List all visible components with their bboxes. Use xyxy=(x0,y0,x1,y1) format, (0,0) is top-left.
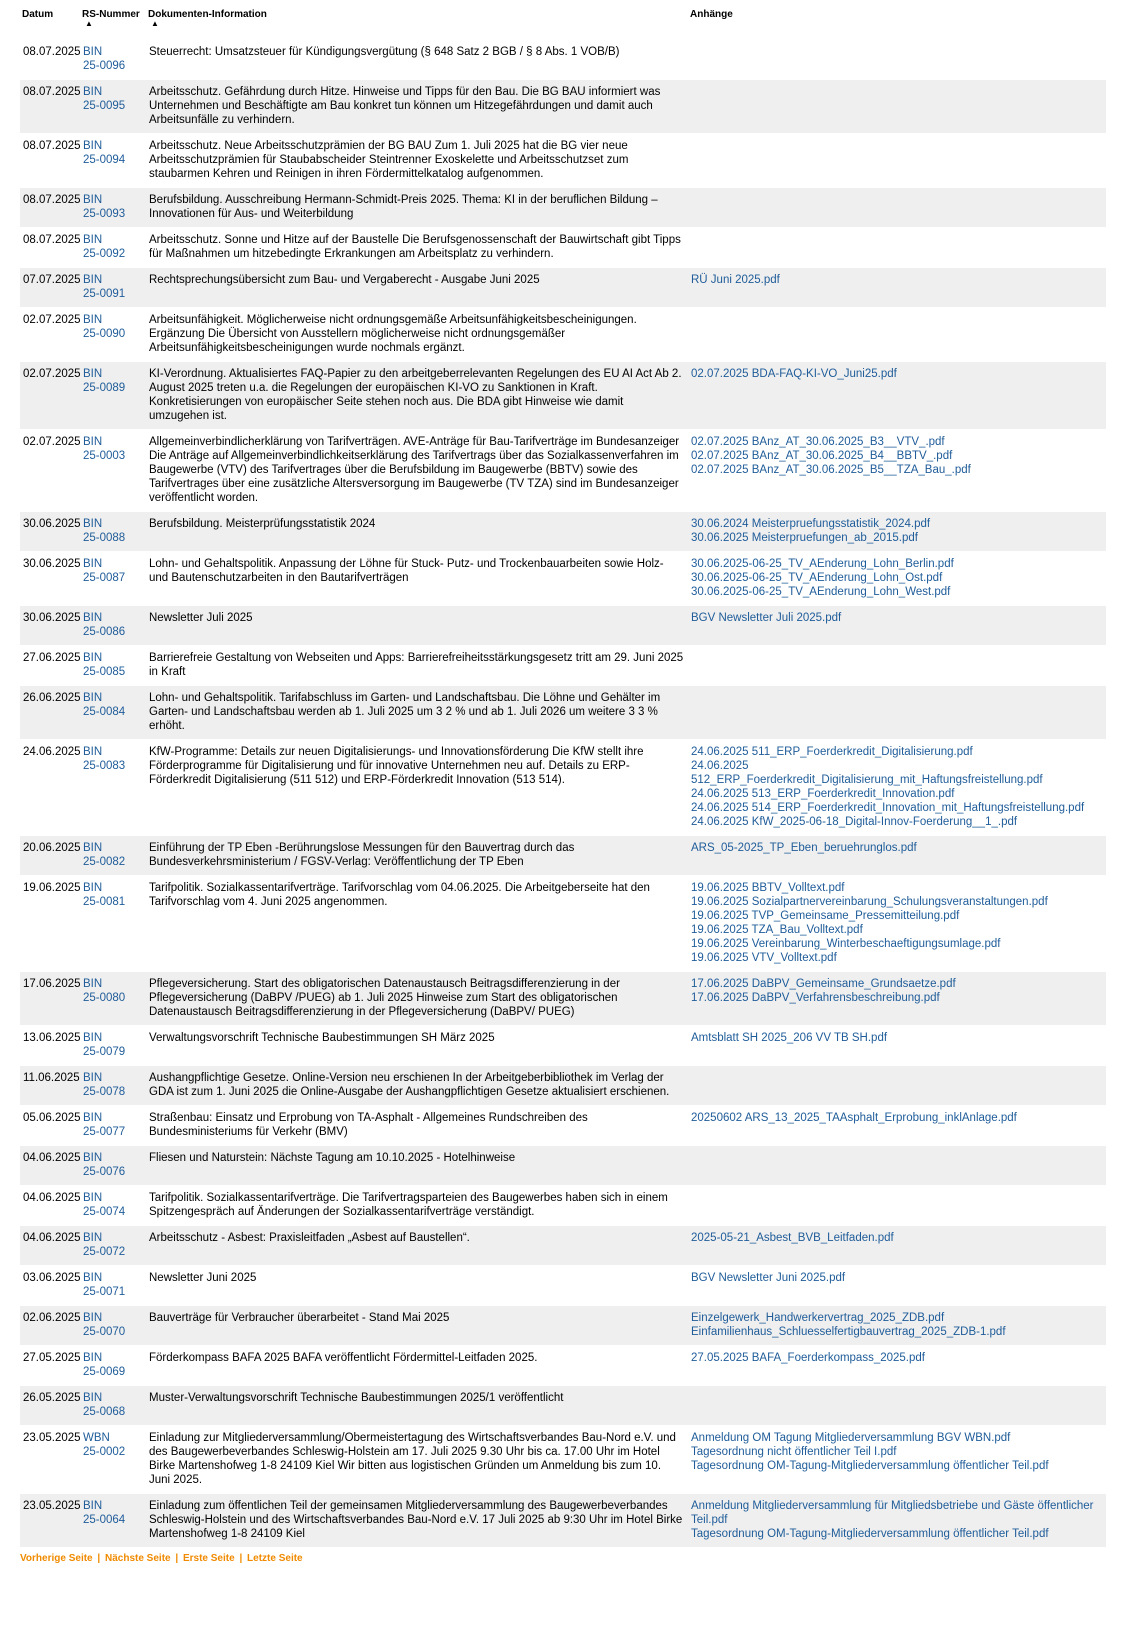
row-document-info: Newsletter Juli 2025 xyxy=(146,606,688,646)
table-row xyxy=(20,836,1106,876)
row-attachments xyxy=(688,1306,1106,1346)
rs-number-link[interactable]: 25-0090 xyxy=(83,328,126,340)
row-attachments xyxy=(688,268,1106,308)
row-rs-number xyxy=(80,1026,146,1066)
row-rs-number xyxy=(80,80,146,134)
attachment-link[interactable]: 30.06.2025-06-25_TV_AEnderung_Lohn_West.pdf xyxy=(691,586,951,598)
attachment-link[interactable]: 19.06.2025 TZA_Bau_Volltext.pdf xyxy=(691,924,863,936)
table-row xyxy=(20,552,1106,606)
circulars-table xyxy=(20,6,1106,1547)
row-rs-number xyxy=(80,876,146,972)
attachment-link[interactable]: BGV Newsletter Juni 2025.pdf xyxy=(691,1272,846,1284)
row-document-info: Steuerrecht: Umsatzsteuer für Kündigungsvergütung (§ 648 Satz 2 BGB / § 8 Abs. 1 VOB/B) xyxy=(146,40,688,80)
row-date: 26.06.2025 xyxy=(20,686,80,740)
pagination xyxy=(20,1553,1113,1564)
row-attachments xyxy=(688,134,1106,188)
rs-number-link[interactable]: 25-0071 xyxy=(83,1286,126,1298)
row-document-info: Barrierefreie Gestaltung von Webseiten und Apps: Barrierefreiheitsstärkungsgesetz tritt am 29. Juni 2025 in Kraft xyxy=(146,646,688,686)
row-attachments xyxy=(688,228,1106,268)
table-row xyxy=(20,512,1106,552)
row-date: 08.07.2025 xyxy=(20,80,80,134)
rs-prefix-link[interactable]: BIN xyxy=(83,1032,103,1044)
attachment-link[interactable]: 24.06.2025 511_ERP_Foerderkredit_Digitalisierung.pdf xyxy=(691,746,973,758)
attachment-link[interactable]: 30.06.2025-06-25_TV_AEnderung_Lohn_Berlin.pdf xyxy=(691,558,954,570)
attachment-link[interactable]: 19.06.2025 Vereinbarung_Winterbeschaeftigungsumlage.pdf xyxy=(691,938,1001,950)
rs-prefix-link[interactable]: BIN xyxy=(83,1112,103,1124)
first-page-link[interactable]: Erste Seite xyxy=(182,1553,235,1564)
table-row xyxy=(20,1386,1106,1426)
rs-number-link[interactable]: 25-0096 xyxy=(83,60,126,72)
table-row xyxy=(20,308,1106,362)
row-attachments xyxy=(688,1066,1106,1106)
rs-number-link[interactable]: 25-0087 xyxy=(83,572,126,584)
row-document-info: Tarifpolitik. Sozialkassentarifverträge. Die Tarifvertragsparteien des Baugewerbes haben sich in einem Spitzengespräch auf Änderungen der Sozialkassentarifverträge verständigt. xyxy=(146,1186,688,1226)
rs-prefix-link[interactable]: BIN xyxy=(83,1312,103,1324)
table-row xyxy=(20,1226,1106,1266)
rs-prefix-link[interactable]: BIN xyxy=(83,86,103,98)
row-date: 03.06.2025 xyxy=(20,1266,80,1306)
attachment-link[interactable]: Tagesordnung nicht öffentlicher Teil I.pdf xyxy=(691,1446,897,1458)
attachment-link[interactable]: Anmeldung OM Tagung Mitgliederversammlung BGV WBN.pdf xyxy=(691,1432,1011,1444)
attachment-link[interactable]: 17.06.2025 DaBPV_Verfahrensbeschreibung.pdf xyxy=(691,992,940,1004)
row-date: 07.07.2025 xyxy=(20,268,80,308)
row-attachments xyxy=(688,512,1106,552)
column-header-date[interactable]: Datum xyxy=(22,9,54,20)
row-attachments xyxy=(688,1426,1106,1494)
row-document-info: Einladung zur Mitgliederversammlung/Obermeistertagung des Wirtschaftsverbandes Bau-Nord e.V. und des Baugewerbeverbandes Schleswig-Holstein am 17. Juli 2025 9.30 Uhr bis ca. 17.00 Uhr im Hotel Birke Martenshofweg 1-8 24109 Kiel Wir bitten aus logistischen Gründen um Anmeldung bis zum 10. Juni 2025. xyxy=(146,1426,688,1494)
attachment-link[interactable]: 17.06.2025 DaBPV_Gemeinsame_Grundsaetze.pdf xyxy=(691,978,956,990)
rs-number-link[interactable]: 25-0074 xyxy=(83,1206,126,1218)
attachment-link[interactable]: 02.07.2025 BAnz_AT_30.06.2025_B4__BBTV_.pdf xyxy=(691,450,953,462)
row-attachments xyxy=(688,972,1106,1026)
table-row xyxy=(20,362,1106,430)
attachment-link[interactable]: 24.06.2025 KfW_2025-06-18_Digital-Innov-Foerderung__1_.pdf xyxy=(691,816,1018,828)
rs-prefix-link[interactable]: BIN xyxy=(83,46,103,58)
row-rs-number xyxy=(80,552,146,606)
table-row xyxy=(20,740,1106,836)
table-row xyxy=(20,876,1106,972)
rs-prefix-link[interactable]: BIN xyxy=(83,842,103,854)
row-document-info: Arbeitsschutz - Asbest: Praxisleitfaden „Asbest auf Baustellen“. xyxy=(146,1226,688,1266)
rs-prefix-link[interactable]: BIN xyxy=(83,518,103,530)
row-rs-number xyxy=(80,1226,146,1266)
attachment-link[interactable]: 24.06.2025 512_ERP_Foerderkredit_Digitalisierung_mit_Haftungsfreistellung.pdf xyxy=(691,760,1043,786)
table-row xyxy=(20,1306,1106,1346)
attachment-link[interactable]: 30.06.2024 Meisterpruefungsstatistik_2024.pdf xyxy=(691,518,931,530)
row-attachments xyxy=(688,836,1106,876)
row-date: 26.05.2025 xyxy=(20,1386,80,1426)
table-row xyxy=(20,188,1106,228)
rs-number-link[interactable]: 25-0003 xyxy=(83,450,126,462)
row-attachments xyxy=(688,1346,1106,1386)
rs-prefix-link[interactable]: BIN xyxy=(83,234,103,246)
row-rs-number xyxy=(80,430,146,512)
row-document-info: Einführung der TP Eben -Berührungslose Messungen für den Bauvertrag durch das Bundesverkehrsministerium / FGSV-Verlag: Veröffentlichung der TP Eben xyxy=(146,836,688,876)
row-document-info: Rechtsprechungsübersicht zum Bau- und Vergaberecht - Ausgabe Juni 2025 xyxy=(146,268,688,308)
table-header-row xyxy=(20,6,1106,40)
rs-prefix-link[interactable]: WBN xyxy=(83,1432,110,1444)
rs-number-link[interactable]: 25-0068 xyxy=(83,1406,126,1418)
row-attachments xyxy=(688,1494,1106,1548)
row-rs-number xyxy=(80,1346,146,1386)
rs-number-link[interactable]: 25-0093 xyxy=(83,208,126,220)
row-rs-number xyxy=(80,1106,146,1146)
attachment-link[interactable]: 19.06.2025 BBTV_Volltext.pdf xyxy=(691,882,845,894)
attachment-link[interactable]: 27.05.2025 BAFA_Foerderkompass_2025.pdf xyxy=(691,1352,925,1364)
row-rs-number xyxy=(80,972,146,1026)
rs-prefix-link[interactable]: BIN xyxy=(83,1232,103,1244)
attachment-link[interactable]: 30.06.2025 Meisterpruefungen_ab_2015.pdf xyxy=(691,532,918,544)
pager-separator: | xyxy=(175,1553,179,1564)
attachment-link[interactable]: Tagesordnung OM-Tagung-Mitgliederversammlung öffentlicher Teil.pdf xyxy=(691,1460,1049,1472)
row-document-info: Newsletter Juni 2025 xyxy=(146,1266,688,1306)
table-row xyxy=(20,1106,1106,1146)
rs-prefix-link[interactable]: BIN xyxy=(83,1072,103,1084)
row-document-info: KfW-Programme: Details zur neuen Digitalisierungs- und Innovationsförderung Die KfW stellt ihre Förderprogramme für Digitalisierung und für innovative Unternehmen neu auf. Details zu ERP-Förderkredit Digitalisierung (511 512) und ERP-Förderkredit Innovation (513 514). xyxy=(146,740,688,836)
row-document-info: Lohn- und Gehaltspolitik. Anpassung der Löhne für Stuck- Putz- und Trockenbauarbeiten sowie Holz- und Bautenschutzarbeiten in den Bautarifverträgen xyxy=(146,552,688,606)
row-date: 24.06.2025 xyxy=(20,740,80,836)
row-rs-number xyxy=(80,646,146,686)
row-document-info: Einladung zum öffentlichen Teil der gemeinsamen Mitgliederversammlung des Baugewerbeverbandes Schleswig-Holstein und des Wirtschaftsverbandes Bau-Nord e.V. 17 Juli 2025 ab 9:30 Uhr im Hotel Birke Martenshofweg 1-8 24109 Kiel xyxy=(146,1494,688,1548)
row-attachments xyxy=(688,430,1106,512)
row-date: 27.06.2025 xyxy=(20,646,80,686)
rs-number-link[interactable]: 25-0079 xyxy=(83,1046,126,1058)
attachment-link[interactable]: 02.07.2025 BAnz_AT_30.06.2025_B5__TZA_Bau_.pdf xyxy=(691,464,971,476)
table-row xyxy=(20,430,1106,512)
row-attachments xyxy=(688,1266,1106,1306)
row-attachments xyxy=(688,362,1106,430)
row-date: 08.07.2025 xyxy=(20,188,80,228)
rs-prefix-link[interactable]: BIN xyxy=(83,652,103,664)
table-row xyxy=(20,1026,1106,1066)
row-date: 11.06.2025 xyxy=(20,1066,80,1106)
attachment-link[interactable]: ARS_05-2025_TP_Eben_beruehrunglos.pdf xyxy=(691,842,917,854)
row-rs-number xyxy=(80,1266,146,1306)
row-document-info: Lohn- und Gehaltspolitik. Tarifabschluss im Garten- und Landschaftsbau. Die Löhne und Gehälter im Garten- und Landschaftsbau werden ab 1. Juli 2025 um 3 2 % und ab 1. Juli 2026 um weitere 3 3 % erhöht. xyxy=(146,686,688,740)
table-row xyxy=(20,1426,1106,1494)
row-date: 04.06.2025 xyxy=(20,1186,80,1226)
row-date: 19.06.2025 xyxy=(20,876,80,972)
table-row xyxy=(20,1186,1106,1226)
row-rs-number xyxy=(80,1386,146,1426)
rs-number-link[interactable]: 25-0091 xyxy=(83,288,126,300)
row-rs-number xyxy=(80,1426,146,1494)
row-document-info: Pflegeversicherung. Start des obligatorischen Datenaustausch Beitragsdifferenzierung in der Pflegeversicherung (DaBPV /PUEG) ab 1. Juli 2025 Hinweise zum Start des obligatorischen Datenaustausch Beitragsdifferenzierung in der Pflegeversicherung (DaBPV/ PUEG) xyxy=(146,972,688,1026)
rs-number-link[interactable]: 25-0076 xyxy=(83,1166,126,1178)
rs-number-link[interactable]: 25-0077 xyxy=(83,1126,126,1138)
attachment-link[interactable]: Anmeldung Mitgliederversammlung für Mitgliedsbetriebe und Gäste öffentlicher Teil.pdf xyxy=(691,1500,1094,1526)
attachment-link[interactable]: Einfamilienhaus_Schluesselfertigbauvertrag_2025_ZDB-1.pdf xyxy=(691,1326,1006,1338)
last-page-link[interactable]: Letzte Seite xyxy=(247,1553,303,1564)
attachment-link[interactable]: Einzelgewerk_Handwerkervertrag_2025_ZDB.pdf xyxy=(691,1312,945,1324)
next-page-link[interactable]: Nächste Seite xyxy=(105,1553,171,1564)
pager-separator: | xyxy=(239,1553,243,1564)
row-document-info: Bauverträge für Verbraucher überarbeitet - Stand Mai 2025 xyxy=(146,1306,688,1346)
attachment-link[interactable]: 20250602 ARS_13_2025_TAAsphalt_Erprobung_inklAnlage.pdf xyxy=(691,1112,1017,1124)
rs-number-link[interactable]: 25-0070 xyxy=(83,1326,126,1338)
row-rs-number xyxy=(80,228,146,268)
column-header-attachments: Anhänge xyxy=(690,9,733,20)
row-document-info: Verwaltungsvorschrift Technische Baubestimmungen SH März 2025 xyxy=(146,1026,688,1066)
attachment-link[interactable]: 19.06.2025 TVP_Gemeinsame_Pressemitteilung.pdf xyxy=(691,910,960,922)
row-rs-number xyxy=(80,134,146,188)
table-row xyxy=(20,646,1106,686)
row-attachments xyxy=(688,552,1106,606)
row-attachments xyxy=(688,606,1106,646)
table-row xyxy=(20,606,1106,646)
sort-asc-icon[interactable]: ▲ xyxy=(151,19,159,28)
rs-number-link[interactable]: 25-0094 xyxy=(83,154,126,166)
row-attachments xyxy=(688,646,1106,686)
rs-prefix-link[interactable]: BIN xyxy=(83,882,103,894)
row-date: 04.06.2025 xyxy=(20,1226,80,1266)
table-row xyxy=(20,1266,1106,1306)
rs-number-link[interactable]: 25-0085 xyxy=(83,666,126,678)
rs-prefix-link[interactable]: BIN xyxy=(83,314,103,326)
row-attachments xyxy=(688,1026,1106,1066)
rs-prefix-link[interactable]: BIN xyxy=(83,746,103,758)
table-row xyxy=(20,686,1106,740)
row-rs-number xyxy=(80,1306,146,1346)
rs-number-link[interactable]: 25-0095 xyxy=(83,100,126,112)
table-row xyxy=(20,134,1106,188)
rs-number-link[interactable]: 25-0082 xyxy=(83,856,126,868)
attachment-link[interactable]: 2025-05-21_Asbest_BVB_Leitfaden.pdf xyxy=(691,1232,894,1244)
rs-number-link[interactable]: 25-0081 xyxy=(83,896,126,908)
row-attachments xyxy=(688,1186,1106,1226)
row-document-info: Arbeitsunfähigkeit. Möglicherweise nicht ordnungsgemäße Arbeitsunfähigkeitsbescheinigungen. Ergänzung Die Übersicht von Ausstellern möglicherweise nicht ordnungsgemäßer Arbeitsunfähigkeitsbescheinigungen wurde nochmals ergänzt. xyxy=(146,308,688,362)
column-header-rs-number[interactable]: RS-Nummer ▲ xyxy=(80,6,146,40)
row-rs-number xyxy=(80,362,146,430)
row-attachments xyxy=(688,188,1106,228)
attachment-link[interactable]: 30.06.2025-06-25_TV_AEnderung_Lohn_Ost.pdf xyxy=(691,572,943,584)
row-date: 20.06.2025 xyxy=(20,836,80,876)
rs-prefix-link[interactable]: BIN xyxy=(83,1272,103,1284)
row-rs-number xyxy=(80,606,146,646)
row-date: 02.07.2025 xyxy=(20,430,80,512)
table-row xyxy=(20,1066,1106,1106)
row-document-info: Aushangpflichtige Gesetze. Online-Version neu erschienen In der Arbeitgeberbibliothek im Verlag der GDA ist zum 1. Juni 2025 die Online-Ausgabe der Aushangpflichtigen Gesetze aktualisiert erschienen. xyxy=(146,1066,688,1106)
rs-prefix-link[interactable]: BIN xyxy=(83,140,103,152)
row-rs-number xyxy=(80,1146,146,1186)
row-attachments xyxy=(688,1146,1106,1186)
rs-number-link[interactable]: 25-0064 xyxy=(83,1514,126,1526)
row-document-info: Muster-Verwaltungsvorschrift Technische Baubestimmungen 2025/1 veröffentlicht xyxy=(146,1386,688,1426)
attachment-link[interactable]: BGV Newsletter Juli 2025.pdf xyxy=(691,612,842,624)
row-document-info: Allgemeinverbindlicherklärung von Tarifverträgen. AVE-Anträge für Bau-Tarifverträge im Bundesanzeiger Die Anträge auf Allgemeinverbindlichkeitserklärung des Tarifvertrags über das Sozialkassenverfahren im Baugewerbe (VTV) des Tarifvertrages über die Berufsbildung im Baugewerbe (BBTV) sowie des Tarifvertrages über eine zusätzliche Altersversorgung im Baugewerbe (TV TZA) sind im Bundesanzeiger veröffentlicht worden. xyxy=(146,430,688,512)
rs-prefix-link[interactable]: BIN xyxy=(83,1352,103,1364)
attachment-link[interactable]: Amtsblatt SH 2025_206 VV TB SH.pdf xyxy=(691,1032,888,1044)
pager-separator: | xyxy=(97,1553,101,1564)
row-rs-number xyxy=(80,740,146,836)
table-row xyxy=(20,1494,1106,1548)
row-attachments xyxy=(688,1386,1106,1426)
row-document-info: Straßenbau: Einsatz und Erprobung von TA-Asphalt - Allgemeines Rundschreiben des Bundesministeriums für Verkehr (BMV) xyxy=(146,1106,688,1146)
row-rs-number xyxy=(80,40,146,80)
attachment-link[interactable]: 02.07.2025 BAnz_AT_30.06.2025_B3__VTV_.pdf xyxy=(691,436,945,448)
previous-page-link[interactable]: Vorherige Seite xyxy=(20,1553,93,1564)
attachment-link[interactable]: 19.06.2025 VTV_Volltext.pdf xyxy=(691,952,837,964)
rs-prefix-link[interactable]: BIN xyxy=(83,194,103,206)
table-row xyxy=(20,1146,1106,1186)
rs-prefix-link[interactable]: BIN xyxy=(83,368,103,380)
rs-number-link[interactable]: 25-0069 xyxy=(83,1366,126,1378)
row-date: 30.06.2025 xyxy=(20,606,80,646)
row-date: 08.07.2025 xyxy=(20,134,80,188)
rs-prefix-link[interactable]: BIN xyxy=(83,1500,103,1512)
row-date: 30.06.2025 xyxy=(20,512,80,552)
row-date: 02.07.2025 xyxy=(20,308,80,362)
attachment-link[interactable]: 24.06.2025 513_ERP_Foerderkredit_Innovation.pdf xyxy=(691,788,955,800)
rs-prefix-link[interactable]: BIN xyxy=(83,692,103,704)
row-date: 08.07.2025 xyxy=(20,228,80,268)
sort-asc-icon[interactable]: ▲ xyxy=(85,19,93,28)
rs-prefix-link[interactable]: BIN xyxy=(83,436,103,448)
row-attachments xyxy=(688,1106,1106,1146)
rs-prefix-link[interactable]: BIN xyxy=(83,274,103,286)
row-rs-number xyxy=(80,512,146,552)
row-date: 04.06.2025 xyxy=(20,1146,80,1186)
table-row xyxy=(20,972,1106,1026)
row-attachments xyxy=(688,1226,1106,1266)
row-date: 27.05.2025 xyxy=(20,1346,80,1386)
row-rs-number xyxy=(80,1066,146,1106)
rs-number-link[interactable]: 25-0072 xyxy=(83,1246,126,1258)
row-attachments xyxy=(688,308,1106,362)
row-date: 02.06.2025 xyxy=(20,1306,80,1346)
attachment-link[interactable]: 02.07.2025 BDA-FAQ-KI-VO_Juni25.pdf xyxy=(691,368,897,380)
rs-number-link[interactable]: 25-0092 xyxy=(83,248,126,260)
row-document-info: Arbeitsschutz. Sonne und Hitze auf der Baustelle Die Berufsgenossenschaft der Bauwirtschaft gibt Tipps für Maßnahmen um hitzebedingte Erkrankungen am Arbeitsplatz zu verhindern. xyxy=(146,228,688,268)
row-document-info: Arbeitsschutz. Gefährdung durch Hitze. Hinweise und Tipps für den Bau. Die BG BAU informiert was Unternehmen und Beschäftigte am Bau konkret tun können um Hitzegefährdungen und damit auch Arbeitsunfälle zu verhindern. xyxy=(146,80,688,134)
rs-number-link[interactable]: 25-0086 xyxy=(83,626,126,638)
row-date: 23.05.2025 xyxy=(20,1426,80,1494)
rs-number-link[interactable]: 25-0089 xyxy=(83,382,126,394)
row-date: 17.06.2025 xyxy=(20,972,80,1026)
row-document-info: KI-Verordnung. Aktualisiertes FAQ-Papier zu den arbeitgeberrelevanten Regelungen des EU AI Act Ab 2. August 2025 treten u.a. die Regelungen der europäischen KI-VO zu Sanktionen in Kraft. Konkretisierungen von europäischer Seite stehen noch aus. Die BDA gibt Hinweise wie damit umzugehen ist. xyxy=(146,362,688,430)
table-row xyxy=(20,228,1106,268)
attachment-link[interactable]: RÜ Juni 2025.pdf xyxy=(691,274,780,286)
rs-prefix-link[interactable]: BIN xyxy=(83,1392,103,1404)
row-rs-number xyxy=(80,686,146,740)
attachment-link[interactable]: Tagesordnung OM-Tagung-Mitgliederversammlung öffentlicher Teil.pdf xyxy=(691,1528,1049,1540)
rs-prefix-link[interactable]: BIN xyxy=(83,558,103,570)
attachment-link[interactable]: 19.06.2025 Sozialpartnervereinbarung_Schulungsveranstaltungen.pdf xyxy=(691,896,1048,908)
row-rs-number xyxy=(80,1494,146,1548)
table-row xyxy=(20,40,1106,80)
row-attachments xyxy=(688,740,1106,836)
row-document-info: Förderkompass BAFA 2025 BAFA veröffentlicht Fördermittel-Leitfaden 2025. xyxy=(146,1346,688,1386)
row-rs-number xyxy=(80,1186,146,1226)
row-date: 05.06.2025 xyxy=(20,1106,80,1146)
row-date: 13.06.2025 xyxy=(20,1026,80,1066)
row-rs-number xyxy=(80,268,146,308)
row-date: 02.07.2025 xyxy=(20,362,80,430)
row-rs-number xyxy=(80,836,146,876)
row-date: 23.05.2025 xyxy=(20,1494,80,1548)
rs-prefix-link[interactable]: BIN xyxy=(83,978,103,990)
rs-number-link[interactable]: 25-0080 xyxy=(83,992,126,1004)
row-attachments xyxy=(688,876,1106,972)
rs-prefix-link[interactable]: BIN xyxy=(83,612,103,624)
table-row xyxy=(20,80,1106,134)
row-document-info: Fliesen und Naturstein: Nächste Tagung am 10.10.2025 - Hotelhinweise xyxy=(146,1146,688,1186)
row-rs-number xyxy=(80,308,146,362)
column-header-document-info[interactable]: Dokumenten-Information ▲ xyxy=(146,6,688,40)
row-rs-number xyxy=(80,188,146,228)
row-document-info: Tarifpolitik. Sozialkassentarifverträge. Tarifvorschlag vom 04.06.2025. Die Arbeitgeberseite hat den Tarifvorschlag vom 4. Juni 2025 angenommen. xyxy=(146,876,688,972)
row-date: 30.06.2025 xyxy=(20,552,80,606)
table-row xyxy=(20,268,1106,308)
rs-number-link[interactable]: 25-0088 xyxy=(83,532,126,544)
row-document-info: Berufsbildung. Meisterprüfungsstatistik 2024 xyxy=(146,512,688,552)
row-attachments xyxy=(688,40,1106,80)
row-attachments xyxy=(688,686,1106,740)
row-document-info: Arbeitsschutz. Neue Arbeitsschutzprämien der BG BAU Zum 1. Juli 2025 hat die BG vier neue Arbeitsschutzprämien für Staubabscheider Steintrenner Exoskelette und Arbeitsschutzset zum staubarmen Kehren und Reinigen in ihren Fördermittelkatalog aufgenommen. xyxy=(146,134,688,188)
rs-prefix-link[interactable]: BIN xyxy=(83,1192,103,1204)
row-document-info: Berufsbildung. Ausschreibung Hermann-Schmidt-Preis 2025. Thema: KI in der beruflichen Bildung – Innovationen für Aus- und Weiterbildung xyxy=(146,188,688,228)
rs-number-link[interactable]: 25-0078 xyxy=(83,1086,126,1098)
table-row xyxy=(20,1346,1106,1386)
attachment-link[interactable]: 24.06.2025 514_ERP_Foerderkredit_Innovation_mit_Haftungsfreistellung.pdf xyxy=(691,802,1085,814)
row-date: 08.07.2025 xyxy=(20,40,80,80)
rs-number-link[interactable]: 25-0002 xyxy=(83,1446,126,1458)
row-attachments xyxy=(688,80,1106,134)
rs-number-link[interactable]: 25-0083 xyxy=(83,760,126,772)
rs-number-link[interactable]: 25-0084 xyxy=(83,706,126,718)
rs-prefix-link[interactable]: BIN xyxy=(83,1152,103,1164)
